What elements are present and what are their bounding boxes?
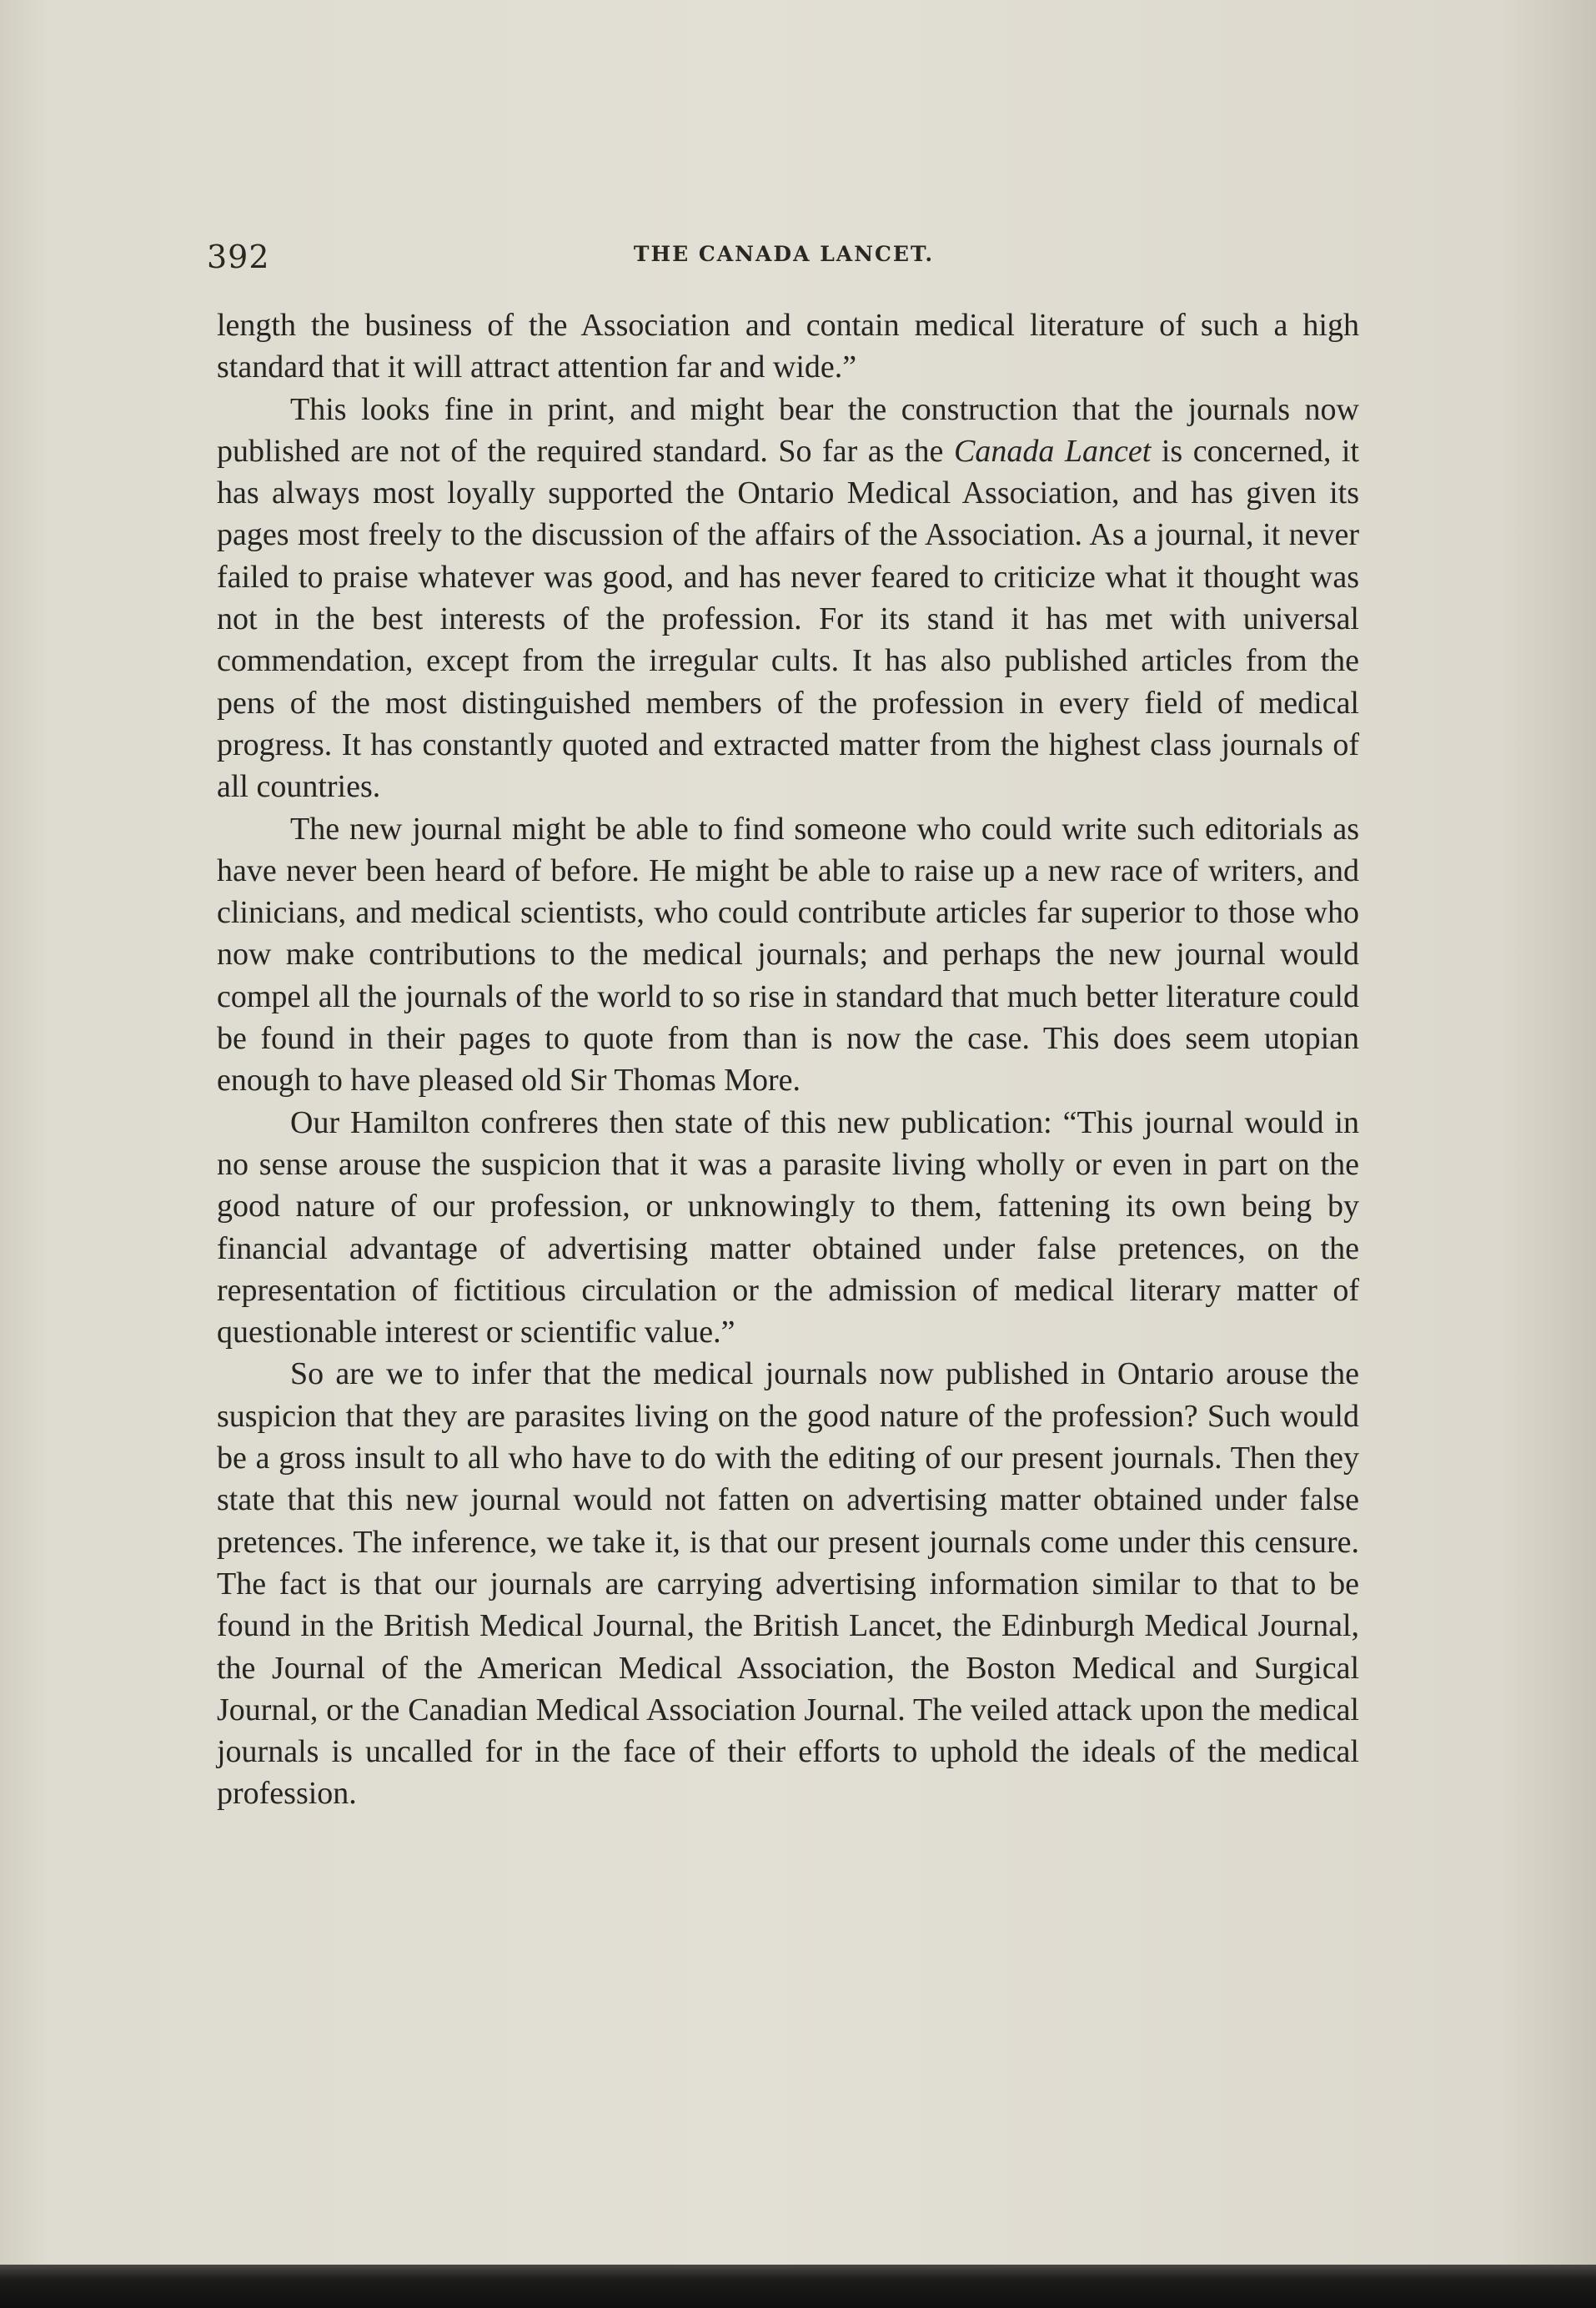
paragraph-5: So are we to infer that the medical journals now published in Ontario arouse the suspicion that they are parasites living on the good nature of the profession? Such would be a gross insult to all who have to do with the editing of our present journals. Then they state that this new journal would not fatten on advertising matter obtained under false pretences. The inference, we take it, is that our present journals come under this censure. The fact is that our journals are carrying advertising information similar to that to be found in the British Medical Journal, the British Lancet, the Edinburgh Medical Journal, the Journal of the American Medical Association, the Boston Medical and Surgical Journal, or the Canadian Medical Association Journal. The veiled attack upon the medical journals is uncalled for in the face of their efforts to uphold the ideals of the medical profession. [217, 1356, 1359, 1812]
paragraph-2-text-end: is concerned, it has always most loyally supported the Ontario Medical Association, and has given its pages most freely to the discussion of the affairs of the Association. As a journal, it never failed to praise whatever was good, and has never feared to criticize what it thought was not in the best interests of the profession. For its stand it has met with universal commendation, except from the irregular cults. It has also published articles from the pens of the most distinguished members of the profession in every field of medical progress. It has constantly quoted and extracted matter from the highest class journals of all countries. [217, 433, 1359, 805]
paragraph-1: length the business of the Association and contain medical literature of such a high standard that it will attract attention far and wide.” [217, 308, 1359, 385]
body-text [217, 304, 1359, 1815]
scan-bottom-edge [0, 2265, 1596, 2308]
journal-title-italic: Canada Lancet [953, 433, 1152, 469]
paragraph-2 [217, 389, 1359, 808]
page-header [207, 235, 1361, 285]
page-number: 392 [207, 239, 270, 275]
paragraph-4: Our Hamilton confreres then state of this new publication: “This journal would in no sense arouse the suspicion that it was a parasite living wholly or even in part on the good nature of our profession, or unknowingly to them, fattening its own being by financial advantage of advertising matter obtained under false pretences, on the representation of fictitious circulation or the admission of medical literary matter of questionable interest or scientific value.” [217, 1104, 1359, 1350]
paragraph-2-text-start: This looks fine in print, and might bear the construction that the journals now published are not of the required standard. So far as the [217, 391, 1359, 469]
running-head: THE CANADA LANCET. [633, 242, 935, 266]
paragraph-3: The new journal might be able to find someone who could write such editorials as have never been heard of before. He might be able to raise up a new race of writers, and clinicians, and medical scientists, who could contribute articles far superior to those who now make contributions to the medical journals; and perhaps the new journal would compel all the journals of the world to so rise in standard that much better literature could be found in their pages to quote from than is now the case. This does seem utopian enough to have pleased old Sir Thomas More. [217, 811, 1359, 1099]
